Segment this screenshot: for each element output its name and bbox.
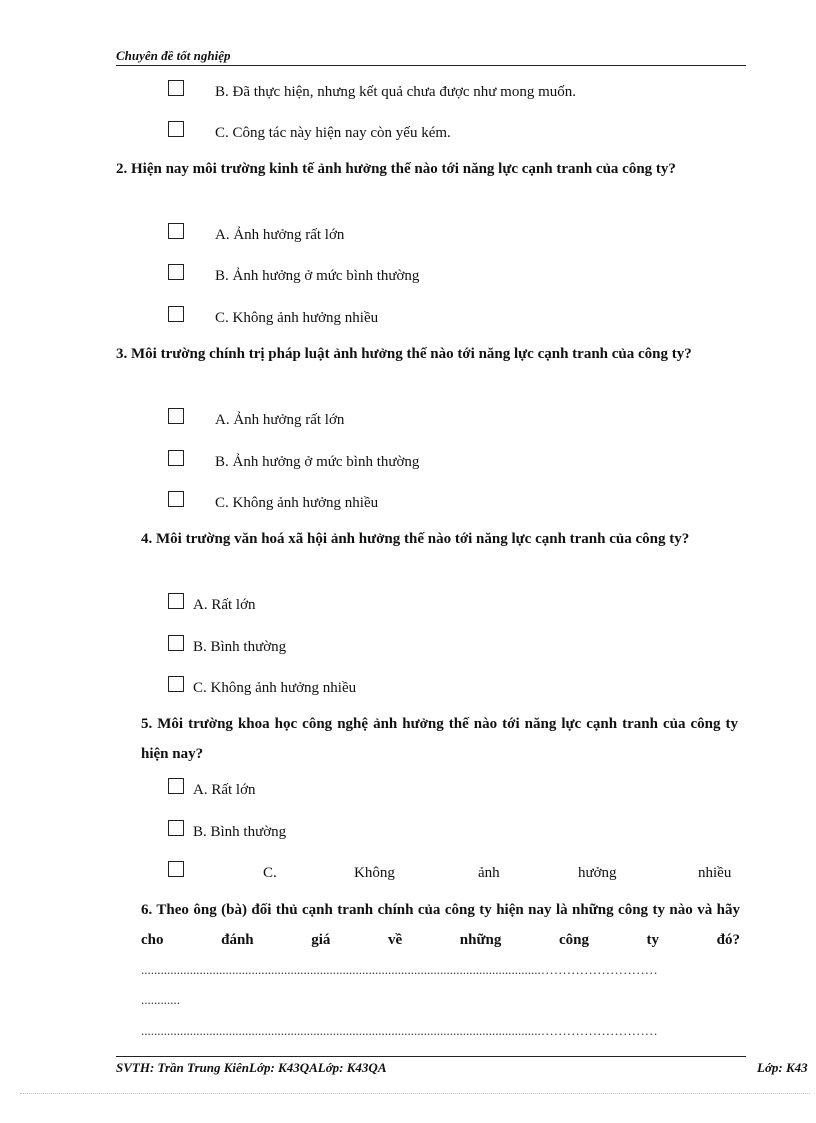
question-2: 2. Hiện nay môi trường kinh tế ảnh hưởng thế nào tới năng lực cạnh tranh của công ty? (116, 161, 676, 177)
option-label: B. Ảnh hưởng ở mức bình thường (215, 454, 420, 470)
option-label: C. Không ảnh hưởng nhiều (193, 680, 357, 696)
checkbox-icon[interactable] (168, 635, 184, 651)
option-label: B. Ảnh hưởng ở mức bình thường (215, 268, 420, 284)
question-5: 5. Môi trường khoa học công nghệ ảnh hưởng thế nào tới năng lực cạnh tranh của công ty hiện nay? (141, 716, 738, 762)
checkbox-icon[interactable] (168, 80, 184, 96)
option-word: C. (263, 865, 277, 881)
option-label: A. Rất lớn (193, 597, 256, 613)
option-label: B. Đã thực hiện, nhưng kết quả chưa được như mong muốn. (215, 84, 577, 100)
page-header: Chuyên đề tốt nghiệp (116, 48, 746, 66)
option-label: C. Không ảnh hưởng nhiều (215, 310, 379, 326)
question-3: 3. Môi trường chính trị pháp luật ảnh hưởng thế nào tới năng lực cạnh tranh của công ty? (116, 346, 692, 362)
checkbox-icon[interactable] (168, 450, 184, 466)
checkbox-icon[interactable] (168, 778, 184, 794)
option-label: C. Công tác này hiện nay còn yếu kém. (215, 125, 451, 141)
checkbox-icon[interactable] (168, 408, 184, 424)
checkbox-icon[interactable] (168, 121, 184, 137)
checkbox-icon[interactable] (168, 676, 184, 692)
footer-divider (116, 1056, 746, 1057)
option-label: A. Ảnh hưởng rất lớn (215, 412, 345, 428)
answer-line-3[interactable]: ...........................................................................................................................……………………… (141, 1023, 658, 1038)
option-label: B. Bình thường (193, 824, 287, 840)
option-word: ảnh (478, 865, 500, 881)
option-word: Không (354, 865, 395, 881)
option-label: A. Ảnh hưởng rất lớn (215, 227, 345, 243)
checkbox-icon[interactable] (168, 861, 184, 877)
checkbox-icon[interactable] (168, 491, 184, 507)
q5-option-c[interactable] (168, 861, 738, 883)
option-label: A. Rất lớn (193, 782, 256, 798)
footer-class: Lớp: K43 (757, 1060, 808, 1075)
answer-line-2[interactable]: ............ (141, 992, 180, 1007)
footer-student-info: SVTH: Trần Trung KiênLớp: K43QALớp: K43QA (116, 1060, 387, 1075)
checkbox-icon[interactable] (168, 820, 184, 836)
checkbox-icon[interactable] (168, 306, 184, 322)
checkbox-icon[interactable] (168, 223, 184, 239)
answer-line-1[interactable]: ...........................................................................................................................……………………… (141, 962, 658, 977)
option-word: nhiều (698, 865, 732, 881)
question-6: 6. Theo ông (bà) đối thủ cạnh tranh chính của công ty hiện nay là những công ty nào và hãy cho đánh giá về những công ty đó? (141, 902, 740, 948)
option-label: B. Bình thường (193, 639, 287, 655)
option-word: hưởng (578, 865, 617, 881)
question-4: 4. Môi trường văn hoá xã hội ảnh hưởng thế nào tới năng lực cạnh tranh của công ty? (141, 531, 690, 547)
checkbox-icon[interactable] (168, 593, 184, 609)
option-label: C. Không ảnh hưởng nhiều (215, 495, 379, 511)
page-bottom-border (20, 1093, 810, 1094)
checkbox-icon[interactable] (168, 264, 184, 280)
